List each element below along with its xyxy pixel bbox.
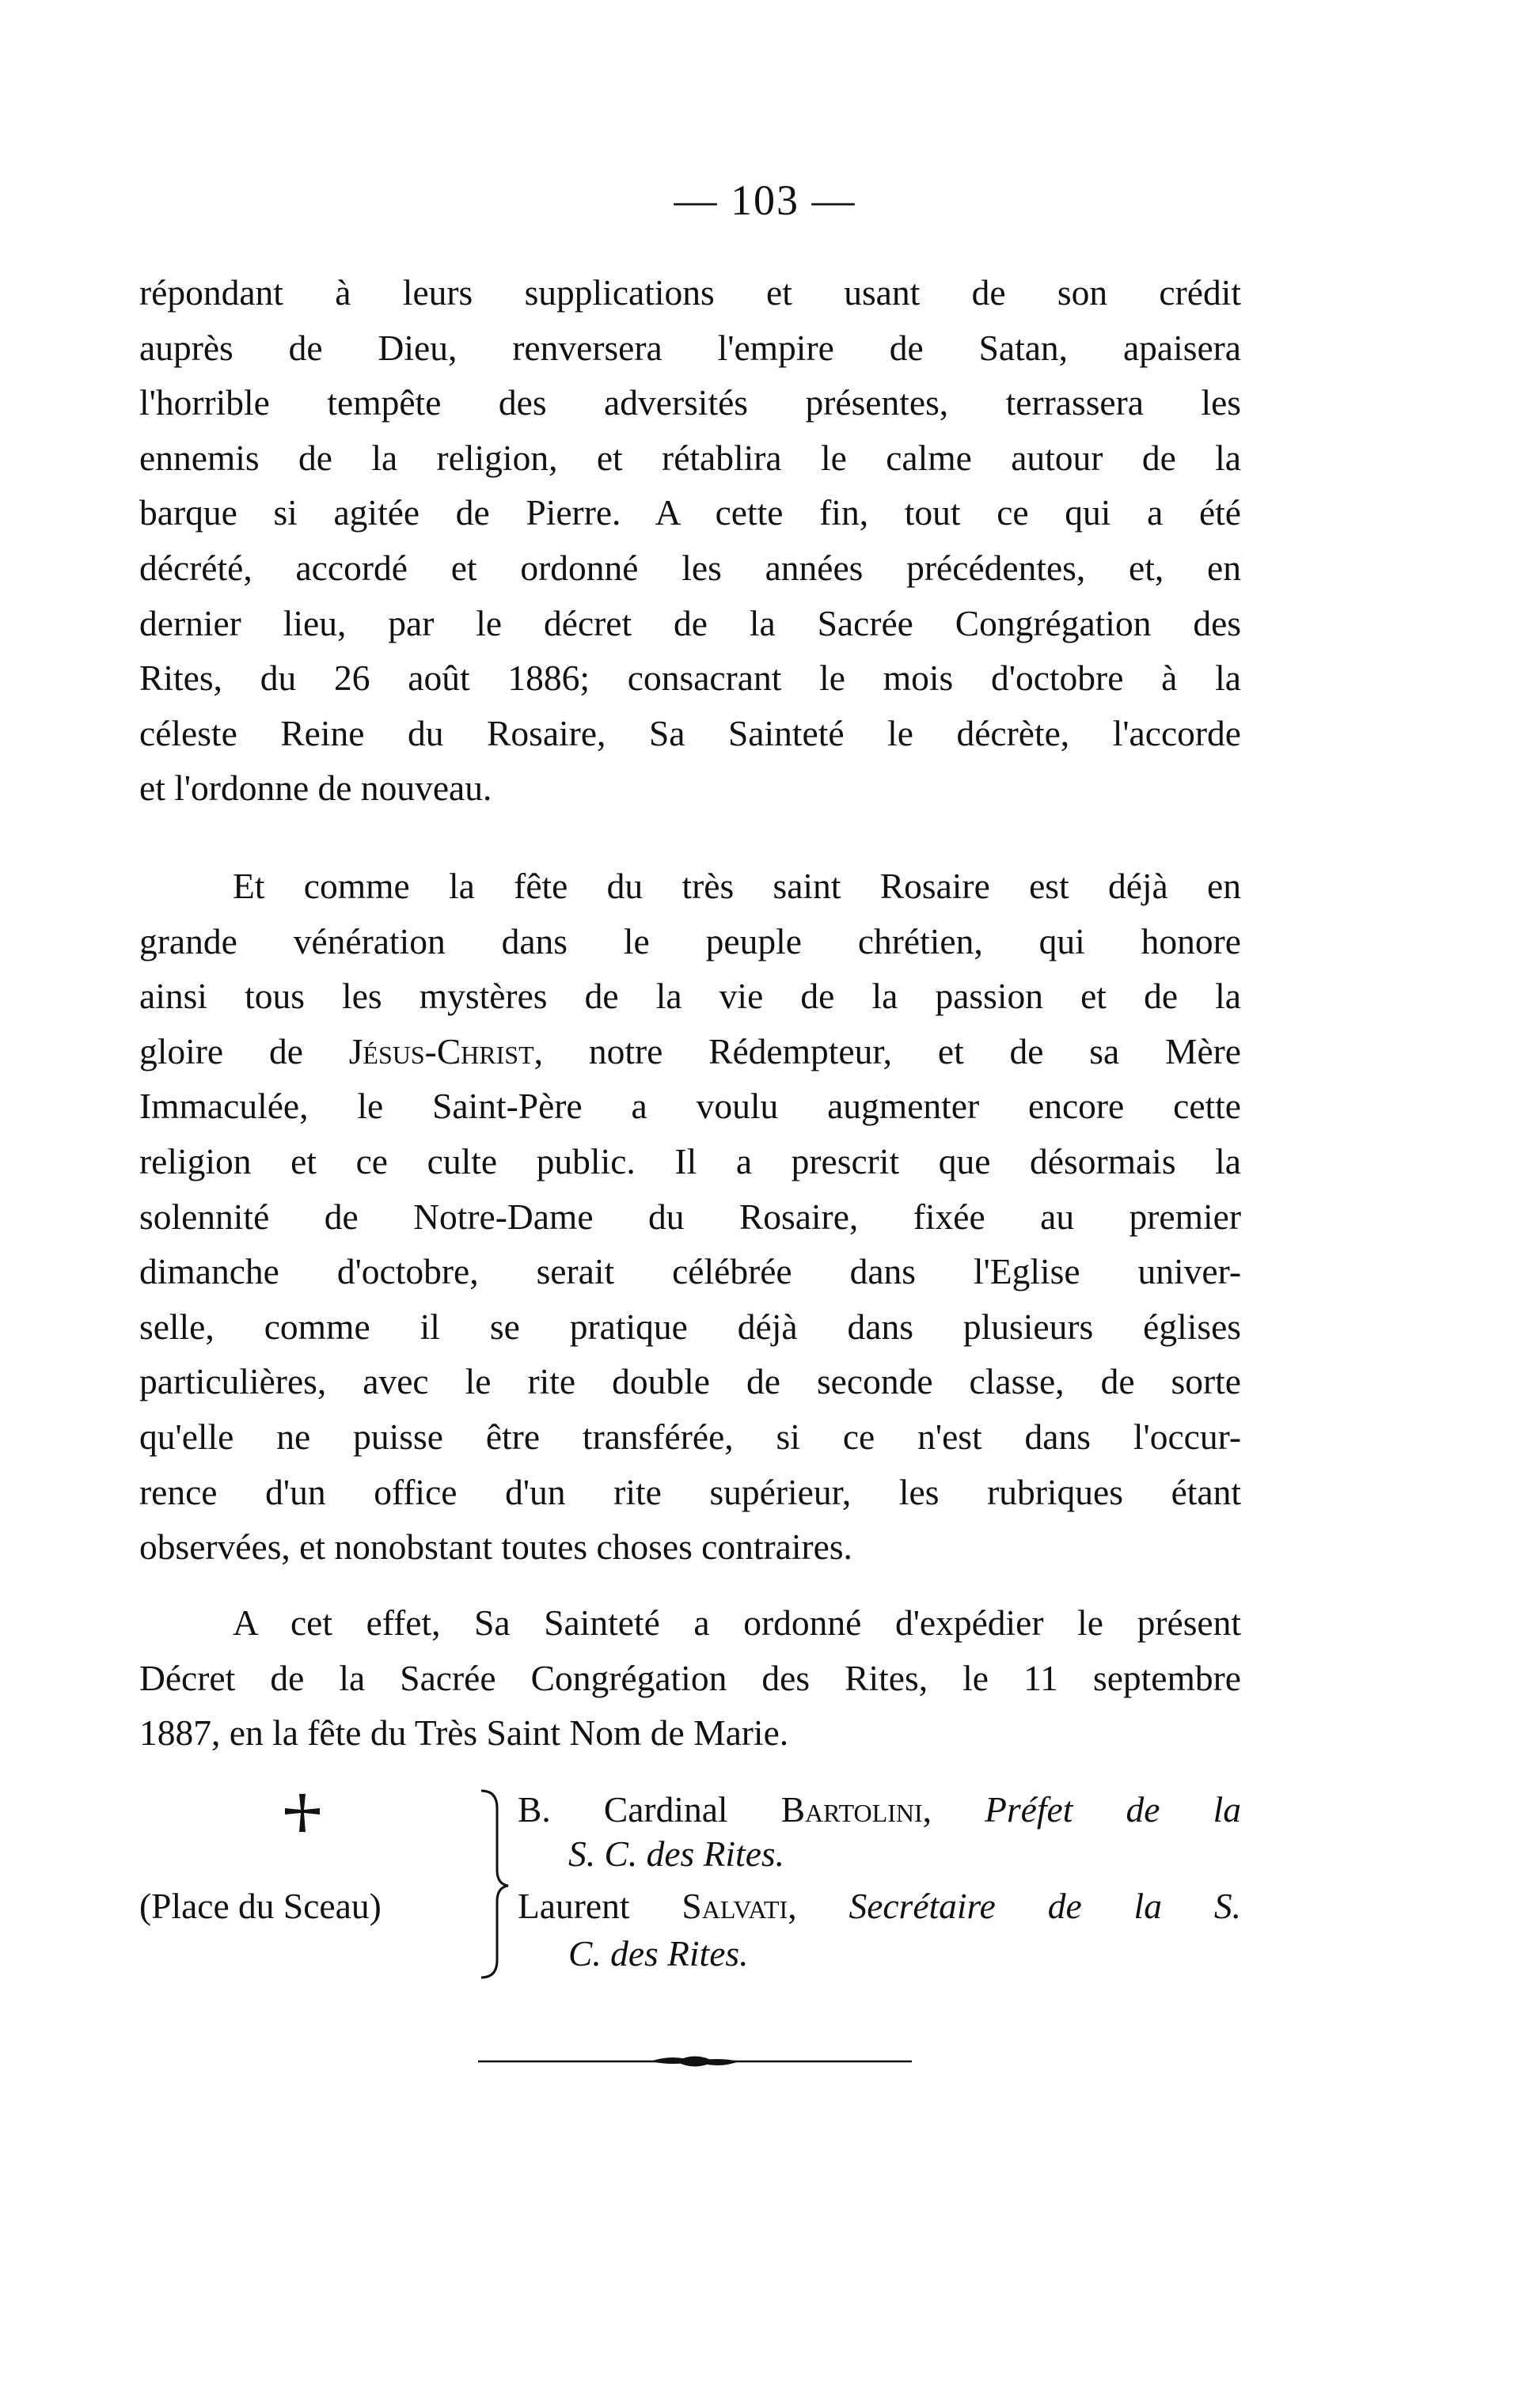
text-line: Immaculée, le Saint-Père a voulu augmenter encore cette bbox=[139, 1086, 1241, 1127]
text-line: dernier lieu, par le décret de la Sacrée Congrégation des bbox=[139, 602, 1241, 643]
signatory-2 bbox=[518, 1886, 1241, 1927]
text-span: , bbox=[788, 1886, 849, 1926]
text-line: répondant à leurs supplications et usant de son crédit bbox=[139, 272, 1241, 313]
text-line: décrété, accordé et ordonné les années précédentes, et, en bbox=[139, 547, 1241, 588]
text-line: 1887, en la fête du Très Saint Nom de Marie. bbox=[139, 1712, 789, 1754]
signature-block bbox=[139, 1784, 1241, 1982]
text-line: particulières, avec le rite double de seconde classe, de sorte bbox=[139, 1361, 1241, 1402]
text-line: barque si agitée de Pierre. A cette fin, tout ce qui a été bbox=[139, 492, 1241, 533]
signatory-2-title-cont: C. des Rites. bbox=[568, 1933, 749, 1974]
signatory-1-title-cont: S. C. des Rites. bbox=[568, 1833, 784, 1874]
text-line: observées, et nonobstant toutes choses contraires. bbox=[139, 1526, 852, 1568]
text-line: Décret de la Sacrée Congrégation des Rites, le 11 septembre bbox=[139, 1657, 1241, 1698]
text-line: rence d'un office d'un rite supérieur, les rubriques étant bbox=[139, 1471, 1241, 1512]
text-line: Rites, du 26 août 1886; consacrant le mois d'octobre à la bbox=[139, 658, 1241, 699]
text-span: gloire de bbox=[139, 1030, 349, 1071]
paragraph-3 bbox=[139, 1595, 1241, 1761]
text-line: qu'elle ne puisse être transférée, si ce n'est dans l'occur- bbox=[139, 1416, 1241, 1457]
signatory-1-name: Bartolini bbox=[780, 1789, 923, 1830]
text-line: religion et ce culte public. Il a prescrit que désormais la bbox=[139, 1140, 1241, 1181]
signatory-2-name: Salvati bbox=[681, 1886, 788, 1926]
text-line: selle, comme il se pratique déjà dans plusieurs églises bbox=[139, 1306, 1241, 1347]
text-line: ainsi tous les mystères de la vie de la passion et de la bbox=[139, 976, 1241, 1017]
text-span: Laurent bbox=[518, 1886, 682, 1926]
text-line: A cet effet, Sa Sainteté a ordonné d'expédier le présent bbox=[233, 1602, 1241, 1643]
text-span: , bbox=[922, 1789, 985, 1830]
text-line: grande vénération dans le peuple chrétien, qui honore bbox=[139, 920, 1241, 961]
text-line: céleste Reine du Rosaire, Sa Sainteté le décrète, l'accorde bbox=[139, 712, 1241, 753]
signatory-2-title: Secrétaire de la S. bbox=[849, 1886, 1241, 1926]
text-span: B. Cardinal bbox=[518, 1789, 781, 1830]
smallcaps-name: Jésus-Christ bbox=[348, 1030, 534, 1071]
text-line: Et comme la fête du très saint Rosaire est déjà en bbox=[233, 866, 1241, 906]
text-line: ennemis de la religion, et rétablira le calme autour de la bbox=[139, 437, 1241, 478]
page-number: — 103 — bbox=[674, 176, 856, 224]
text-line: auprès de Dieu, renversera l'empire de Satan, apaisera bbox=[139, 327, 1241, 368]
ornamental-rule bbox=[478, 2050, 912, 2073]
seal-label: (Place du Sceau) bbox=[139, 1886, 382, 1926]
text-span: , notre Rédempteur, et de sa Mère bbox=[533, 1030, 1242, 1071]
brace-icon bbox=[476, 1784, 516, 1982]
paragraph-2 bbox=[139, 859, 1241, 1575]
cross-icon bbox=[280, 1791, 325, 1835]
signatory-1 bbox=[518, 1789, 1241, 1830]
text-line-with-smallcaps bbox=[139, 1024, 1241, 1079]
text-line: dimanche d'octobre, serait célébrée dans l'Eglise univer- bbox=[139, 1251, 1241, 1292]
text-line: solennité de Notre-Dame du Rosaire, fixée au premier bbox=[139, 1196, 1241, 1237]
signatory-1-title: Préfet de la bbox=[985, 1789, 1241, 1830]
paragraph-1 bbox=[139, 265, 1241, 816]
text-line: l'horrible tempête des adversités présentes, terrassera les bbox=[139, 382, 1241, 423]
text-line: et l'ordonne de nouveau. bbox=[139, 768, 492, 809]
